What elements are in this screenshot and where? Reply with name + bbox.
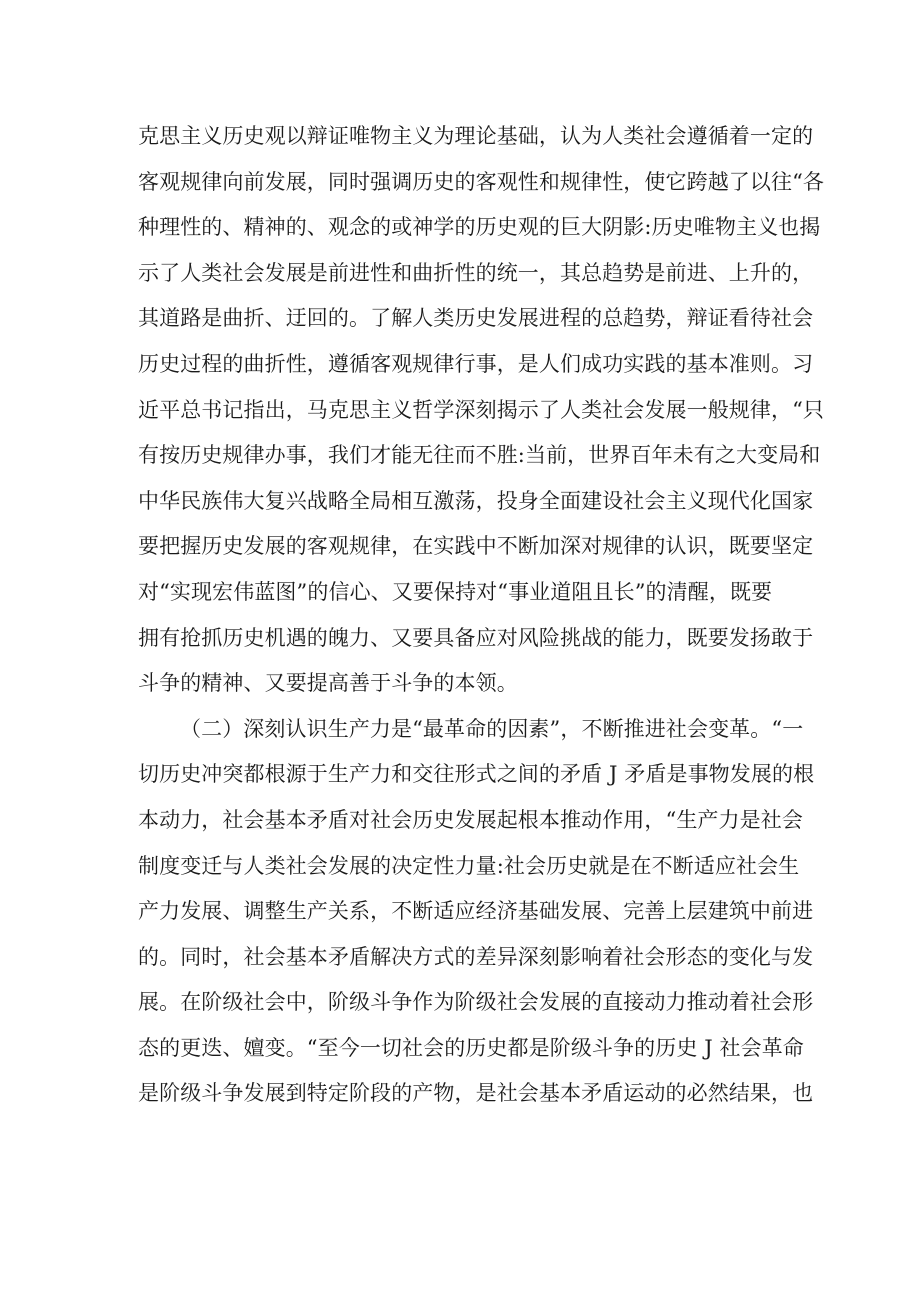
text-line: 的。同时，社会基本矛盾解决方式的差异深刻影响着社会形态的变化与发	[138, 944, 814, 969]
text-line: 斗争的精神、又要提高善于斗争的本领。	[138, 671, 518, 696]
text-line: 示了人类社会发展是前进性和曲折性的统一，其总趋势是前进、上升的，	[138, 260, 814, 285]
document-body	[138, 114, 825, 1117]
text-line: 制度变迁与人类社会发展的决定性力量:社会历史就是在不断适应社会生	[138, 853, 800, 878]
text-line: 近平总书记指出，马克思主义哲学深刻揭示了人类社会发展一般规律，“只	[138, 397, 825, 422]
text-line: 种理性的、精神的、观念的或神学的历史观的巨大阴影:历史唯物主义也揭	[138, 215, 821, 240]
text-line: 有按历史规律办事，我们才能无往而不胜:当前，世界百年未有之大变局和	[138, 443, 821, 468]
text-line: 是阶级斗争发展到特定阶段的产物，是社会基本矛盾运动的必然结果，也	[138, 1081, 814, 1106]
text-line: 拥有抢抓历史机遇的魄力、又要具备应对风险挑战的能力，既要发扬敢于	[138, 625, 814, 650]
text-line: 克思主义历史观以辩证唯物主义为理论基础，认为人类社会遵循着一定的	[138, 124, 814, 148]
text-line: 展。在阶级社会中，阶级斗争作为阶级社会发展的直接动力推动着社会形	[138, 990, 814, 1015]
text-line: 切历史冲突都根源于生产力和交往形式之间的矛盾 J 矛盾是事物发展的根	[138, 762, 815, 787]
text-line: 历史过程的曲折性，遵循客观规律行事，是人们成功实践的基本准则。习	[138, 351, 814, 376]
text-line: 要把握历史发展的客观规律，在实践中不断加深对规律的认识，既要坚定	[138, 534, 814, 559]
text-line: 产力发展、调整生产关系，不断适应经济基础发展、完善上层建筑中前进	[138, 899, 814, 924]
text-line: 本动力，社会基本矛盾对社会历史发展起根本推动作用，“生产力是社会	[138, 807, 803, 832]
text-line: 态的更迭、嬗变。“至今一切社会的历史都是阶级斗争的历史 J 社会革命	[138, 1035, 804, 1060]
text-line: 中华民族伟大复兴战略全局相互激荡，投身全面建设社会主义现代化国家	[138, 488, 814, 513]
text-line: 客观规律向前发展，同时强调历史的客观性和规律性，使它跨越了以往“各	[138, 169, 825, 194]
text-line: 其道路是曲折、迂回的。了解人类历史发展进程的总趋势，辩证看待社会	[138, 306, 814, 331]
text-line: 对“实现宏伟蓝图”的信心、又要保持对“事业道阻且长”的清醒，既要	[138, 579, 773, 604]
section-heading-line: （二）深刻认识生产力是“最革命的因素”，不断推进社会变革。“一	[180, 716, 804, 741]
